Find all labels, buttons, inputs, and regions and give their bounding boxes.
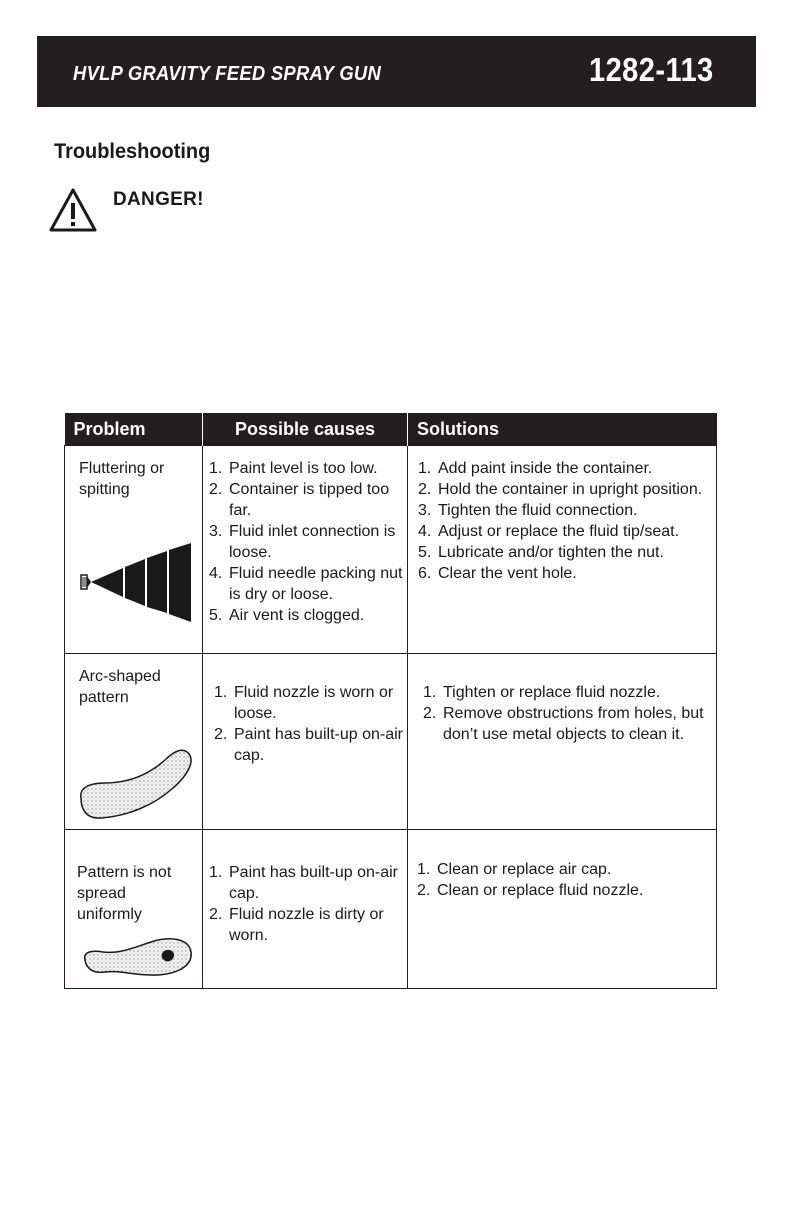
list-item: 2. Hold the container in upright position. [418,481,703,498]
list-item: 2. Clean or replace fluid nozzle. [417,882,644,899]
table-row [65,830,717,989]
list-item: 2. Container is tipped too far. [209,481,390,519]
uneven-pattern-icon [81,934,195,978]
problem-line: Fluttering or [79,460,165,477]
list-item: 1. Clean or replace air cap. [417,861,612,878]
solutions-cell [408,446,717,654]
table-row [65,446,717,654]
header-problem: Problem [65,413,203,446]
problem-line: spitting [79,481,130,498]
header-solutions: Solutions [408,413,717,446]
problem-cell [65,654,203,830]
list-item: 4. Fluid needle packing nut is dry or loose. [209,565,403,603]
list-item: 2. Paint has built-up on-air cap. [214,726,403,764]
document-title: HVLP GRAVITY FEED SPRAY GUN [73,63,382,85]
problem-line: Pattern is not [77,864,172,881]
problem-line: Arc-shaped [79,668,161,685]
fluttering-spray-icon [79,542,197,628]
problem-cell [65,830,203,989]
causes-cell [203,446,408,654]
danger-label: DANGER! [113,189,204,210]
list-item: 5. Lubricate and/or tighten the nut. [418,544,664,561]
page-header [37,36,756,107]
causes-cell [203,654,408,830]
list-item: 1. Paint has built-up on-air cap. [209,864,398,902]
problem-line: spread [77,885,126,902]
list-item: 1. Add paint inside the container. [418,460,653,477]
arc-pattern-icon [75,740,195,820]
problem-line: uniformly [77,906,142,923]
list-item: 1. Tighten or replace fluid nozzle. [423,684,661,701]
list-item: 1. Fluid nozzle is worn or loose. [214,684,394,722]
model-number: 1282-113 [589,51,714,88]
list-item: 6. Clear the vent hole. [418,565,577,582]
list-item: 2. Fluid nozzle is dirty or worn. [209,906,384,944]
table-row [65,654,717,830]
warning-triangle-icon [48,187,98,233]
list-item: 5. Air vent is clogged. [209,607,365,624]
troubleshooting-table [64,413,717,989]
causes-cell [203,830,408,989]
solutions-cell [408,654,717,830]
section-title: Troubleshooting [54,140,211,163]
list-item: 1. Paint level is too low. [209,460,378,477]
list-item: 3. Tighten the fluid connection. [418,502,638,519]
list-item: 2. Remove obstructions from holes, but don’t use metal objects to clean it. [423,705,704,743]
solutions-cell [408,830,717,989]
problem-cell [65,446,203,654]
list-item: 3. Fluid inlet connection is loose. [209,523,396,561]
list-item: 4. Adjust or replace the fluid tip/seat. [418,523,680,540]
table-header-row [65,413,717,446]
header-causes: Possible causes [203,413,408,446]
problem-line: pattern [79,689,129,706]
